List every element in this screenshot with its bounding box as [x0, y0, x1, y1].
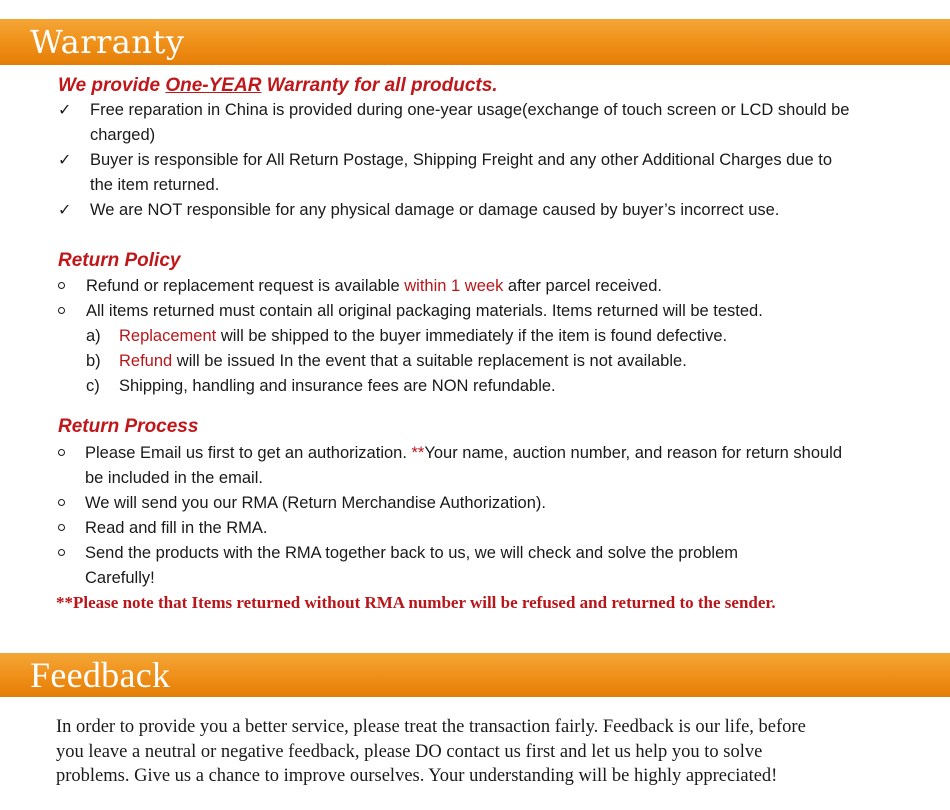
sub-item-c-letter: c)	[86, 377, 100, 395]
feedback-paragraph	[56, 715, 916, 789]
check-mark-icon: ✓	[58, 152, 72, 169]
bullet-circle-icon	[58, 549, 65, 556]
return-policy-item-1-pre: Refund or replacement request is available	[86, 277, 405, 295]
return-process-item-3: Read and fill in the RMA.	[85, 519, 268, 537]
feedback-banner-title: Feedback	[30, 655, 171, 695]
warranty-heading	[58, 74, 498, 98]
return-policy-item-1	[86, 274, 662, 299]
bullet-circle-icon	[58, 307, 65, 314]
return-process-item-4-line1: Send the products with the RMA together back to us, we will check and solve the problem	[85, 544, 739, 562]
sub-item-b-letter: b)	[86, 352, 101, 370]
return-process-item-1-pre: Please Email us first to get an authorization.	[85, 444, 412, 462]
bullet-circle-icon	[58, 499, 65, 506]
return-process-item-1-line2: be included in the email.	[85, 469, 263, 487]
warranty-banner-title: Warranty	[30, 23, 185, 61]
warranty-heading-post: Warranty for all products.	[261, 75, 498, 96]
bullet-circle-icon	[58, 282, 65, 289]
sub-item-c-text: Shipping, handling and insurance fees are NON refundable.	[119, 377, 556, 395]
sub-item-a	[119, 324, 727, 349]
return-policy-item-2: All items returned must contain all original packaging materials. Items returned will be tested.	[86, 302, 763, 320]
return-process-item-4-line2: Carefully!	[85, 569, 155, 587]
sub-item-a-red: Replacement	[119, 327, 217, 345]
return-process-item-1-post: Your name, auction number, and reason for return should	[424, 444, 843, 462]
sub-item-b-red: Refund	[119, 352, 173, 370]
feedback-line-3: problems. Give us a chance to improve ourselves. Your understanding will be highly appreciated!	[56, 766, 778, 786]
sub-item-a-letter: a)	[86, 327, 101, 345]
warranty-heading-underlined: One-YEAR	[165, 75, 262, 96]
check-mark-icon: ✓	[58, 102, 72, 119]
warranty-item-2-line2: the item returned.	[90, 176, 220, 194]
bullet-circle-icon	[58, 524, 65, 531]
bullet-circle-icon	[58, 449, 65, 456]
sub-item-b-text: will be issued In the event that a suitable replacement is not available.	[172, 352, 687, 370]
rma-note: **Please note that Items returned without RMA number will be refused and returned to the sender.	[56, 593, 776, 612]
warranty-item-1-line2: charged)	[90, 126, 156, 144]
feedback-banner	[0, 653, 950, 697]
return-policy-item-1-red: within 1 week	[404, 277, 504, 295]
warranty-item-1-line1: Free reparation in China is provided during one-year usage(exchange of touch screen or LCD should be	[90, 101, 850, 119]
return-process-item-2: We will send you our RMA (Return Merchandise Authorization).	[85, 494, 546, 512]
sub-item-a-text: will be shipped to the buyer immediately if the item is found defective.	[216, 327, 728, 345]
return-policy-item-1-post: after parcel received.	[503, 277, 662, 295]
return-process-item-1-stars: **	[411, 444, 425, 462]
warranty-banner	[0, 19, 950, 65]
warranty-item-3-line1: We are NOT responsible for any physical damage or damage caused by buyer’s incorrect use.	[90, 201, 780, 219]
return-process-heading: Return Process	[58, 416, 199, 437]
return-policy-heading: Return Policy	[58, 250, 181, 271]
warranty-item-2-line1: Buyer is responsible for All Return Postage, Shipping Freight and any other Additional Charges due to	[90, 151, 833, 169]
warranty-heading-pre: We provide	[58, 75, 166, 96]
check-mark-icon: ✓	[58, 202, 72, 219]
feedback-line-1: In order to provide you a better service, please treat the transaction fairly. Feedback is our life, before	[56, 717, 806, 737]
sub-item-b	[119, 349, 687, 374]
return-process-item-1-line1	[85, 441, 842, 466]
feedback-line-2: you leave a neutral or negative feedback, please DO contact us first and let us help you to solve	[56, 741, 763, 762]
